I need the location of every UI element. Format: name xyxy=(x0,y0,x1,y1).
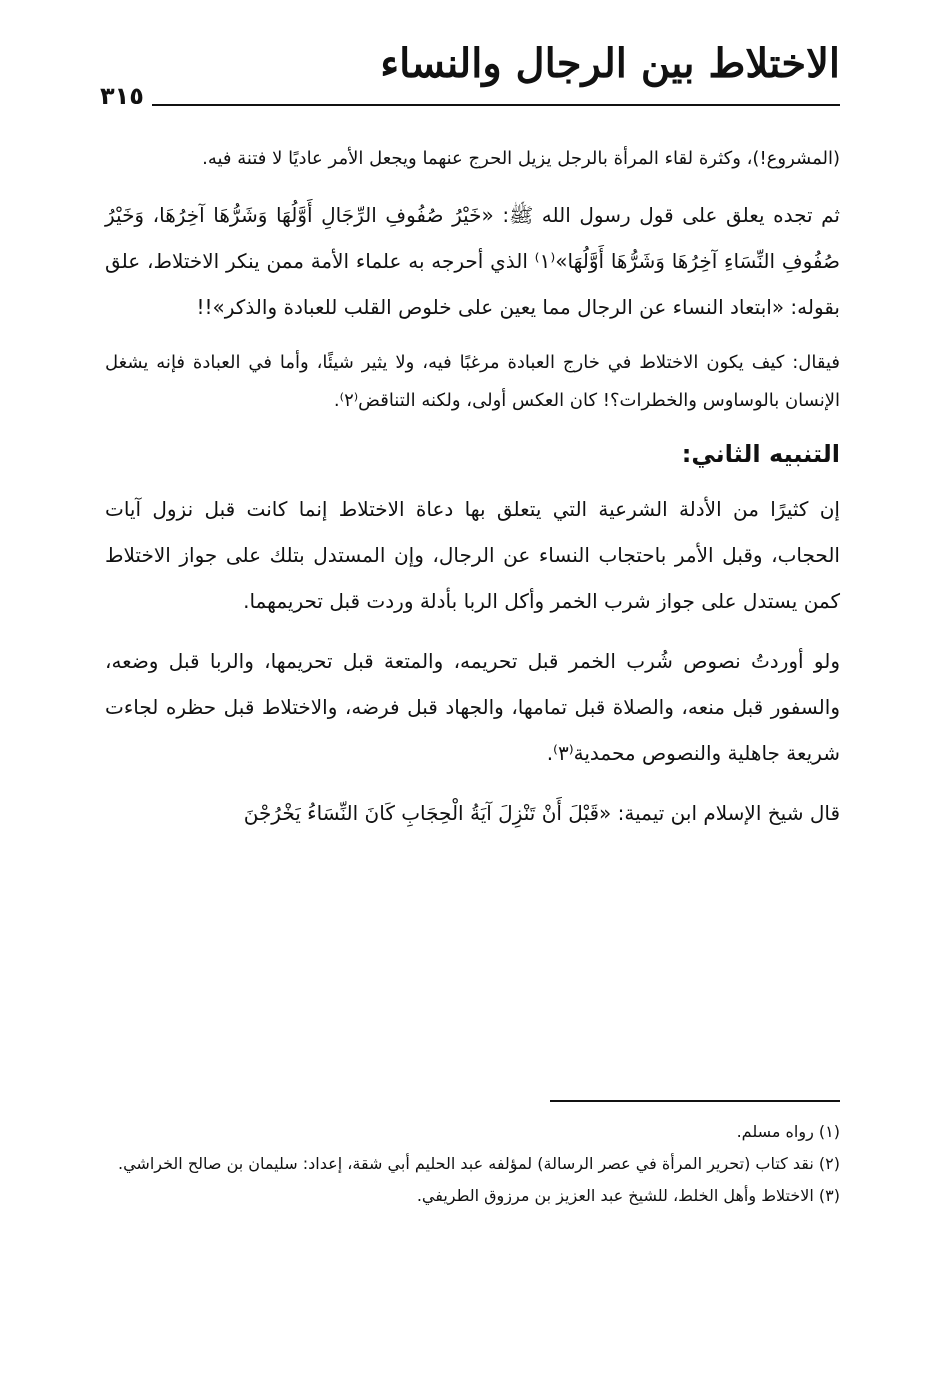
page-header xyxy=(90,30,840,120)
paragraph-2: ثم تجده يعلق على قول رسول الله ﷺ: «خَيْرُ صُفُوفِ الرِّجَالِ أَوَّلُهَا وَشَرُّهَا آخِرُهَا، وَخَيْرُ صُفُوفِ النِّسَاءِ آخِرُهَا وَشَرُّهَا أَوَّلُهَا»⁽١⁾ الذي أحرجه به علماء الأمة ممن ينكر الاختلاط، علق بقوله: «ابتعاد النساء عن الرجال مما يعين على خلوص القلب للعبادة والذكر»!! xyxy=(105,203,840,319)
paragraph-5: ولو أوردتُ نصوص شُرب الخمر قبل تحريمه، والمتعة قبل تحريمها، والربا قبل وضعه، والسفور قبل منعه، والصلاة قبل تمامها، والجهاد قبل فرضه، والاختلاط قبل حظره لجاءت شريعة جاهلية والنصوص محمدية⁽٣⁾. xyxy=(105,649,840,765)
paragraph-6: قال شيخ الإسلام ابن تيمية: «قَبْلَ أَنْ تَنْزِلَ آيَةُ الْحِجَابِ كَانَ النِّسَاءُ يَخْرُجْنَ xyxy=(243,801,840,825)
footnotes xyxy=(105,1100,840,1212)
page-number: ٣١٥ xyxy=(100,82,144,110)
footnote-rule xyxy=(550,1100,840,1102)
paragraph-4: إن كثيرًا من الأدلة الشرعية التي يتعلق بها دعاة الاختلاط إنما كانت قبل نزول آيات الحجاب، وقبل الأمر باحتجاب النساء عن الرجال، وإن المستدل بتلك على جواز الاختلاط كمن يستدل على جواز شرب الخمر وأكل الربا بأدلة وردت قبل تحريمهما. xyxy=(105,497,840,613)
paragraph-1: (المشروع!)، وكثرة لقاء المرأة بالرجل يزيل الحرج عنهما ويجعل الأمر عاديًا لا فتنة فيه. xyxy=(202,148,840,169)
section-heading: التنبيه الثاني: xyxy=(681,440,840,468)
footnote-2: (٢) نقد كتاب (تحرير المرأة في عصر الرسالة) لمؤلفه عبد الحليم أبي شقة، إعداد: سليمان بن صالح الخراشي. xyxy=(117,1154,840,1173)
running-title: الاختلاط بين الرجال والنساء xyxy=(380,40,840,87)
header-rule xyxy=(152,104,840,106)
footnote-1: (١) رواه مسلم. xyxy=(736,1122,840,1141)
main-text xyxy=(105,140,840,836)
paragraph-3: فيقال: كيف يكون الاختلاط في خارج العبادة مرغبًا فيه، ولا يثير شيئًا، وأما في العبادة فإنه يشغل الإنسان بالوساوس والخطرات؟! كان العكس أولى، ولكنه التناقض⁽٢⁾. xyxy=(105,352,840,411)
footnote-3: (٣) الاختلاط وأهل الخلط، للشيخ عبد العزيز بن مرزوق الطريفي. xyxy=(416,1186,840,1205)
